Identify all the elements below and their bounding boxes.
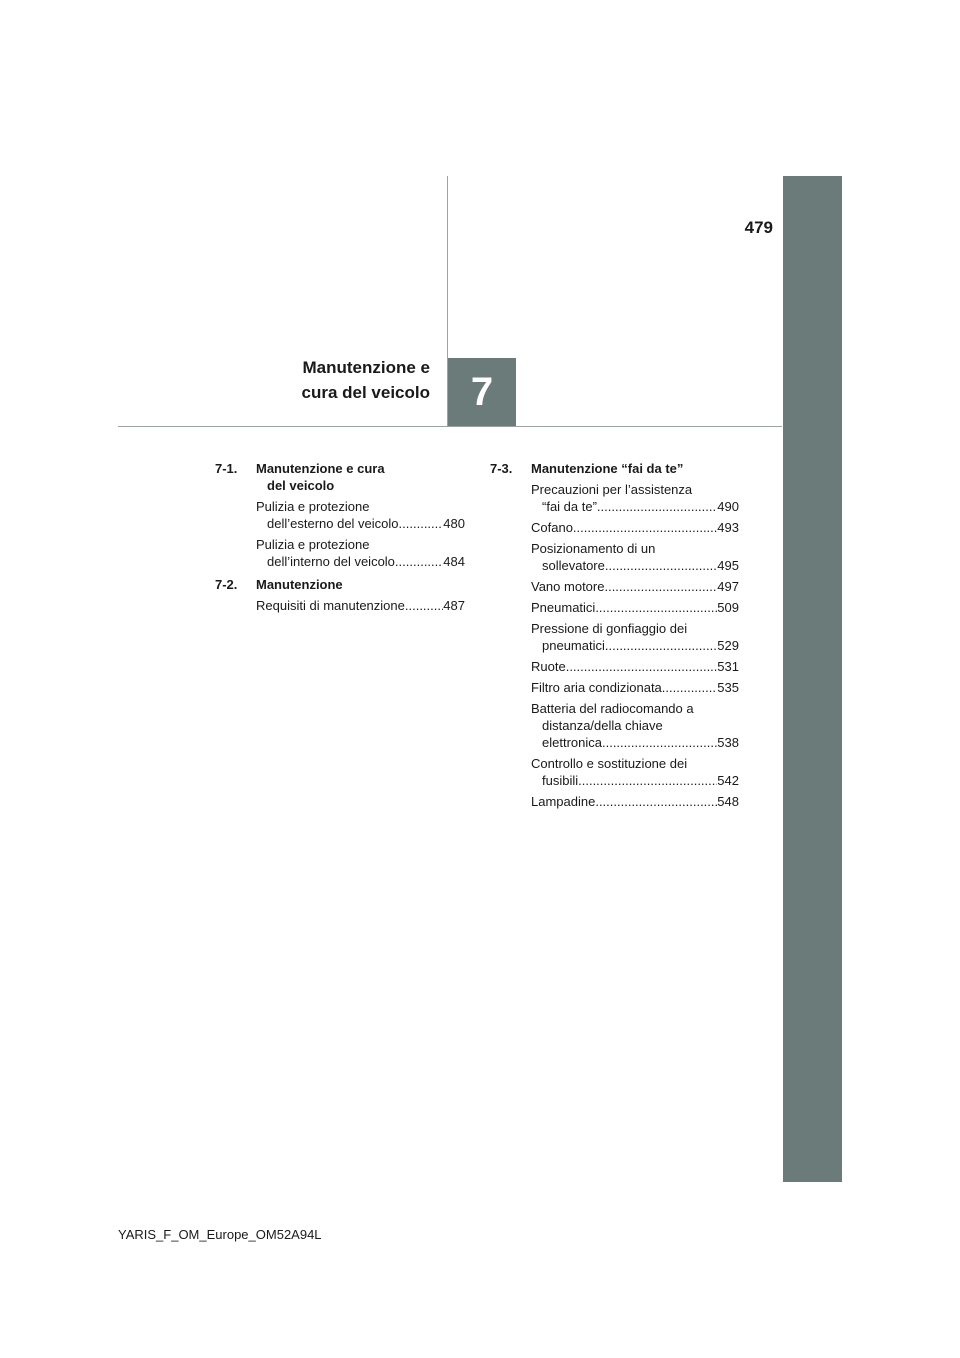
section-title: Manutenzione e cura del veicolo — [256, 461, 385, 493]
toc-page-number: 490 — [717, 499, 739, 514]
toc-entry[interactable]: Filtro aria condizionata ..... 535 — [531, 679, 739, 696]
toc-entry[interactable]: Lampadine ..... 548 — [531, 793, 739, 810]
toc-page-number: 529 — [717, 638, 739, 653]
toc-entry[interactable]: Pulizia e protezione dell’esterno del veicolo ..... 480 — [256, 498, 465, 532]
toc-page-number: 509 — [717, 600, 739, 615]
toc-section-7-3 — [490, 460, 739, 810]
toc-page-number: 497 — [717, 579, 739, 594]
toc-entry[interactable]: Precauzioni per l’assistenza “fai da te” ..... 490 — [531, 481, 739, 515]
toc-page-number: 538 — [717, 735, 739, 750]
section-title: Manutenzione — [256, 577, 343, 592]
chapter-title — [302, 355, 431, 405]
toc-entry[interactable]: Ruote ..... 531 — [531, 658, 739, 675]
toc-right-column — [490, 460, 739, 816]
toc-entry[interactable]: Pneumatici ..... 509 — [531, 599, 739, 616]
toc-entry[interactable]: Posizionamento di un sollevatore ..... 495 — [531, 540, 739, 574]
toc-entries — [531, 481, 739, 810]
page-number: 479 — [744, 218, 773, 237]
section-title: Manutenzione “fai da te” — [531, 461, 684, 476]
chapter-title-line1: Manutenzione e — [302, 358, 430, 377]
toc-page-number: 480 — [443, 516, 465, 531]
chapter-number-box — [448, 358, 516, 426]
chapter-side-tab — [783, 176, 842, 1182]
toc-page-number: 487 — [443, 598, 465, 613]
toc-entry[interactable]: Pulizia e protezione dell’interno del veicolo ..... 484 — [256, 536, 465, 570]
chapter-title-line2: cura del veicolo — [301, 383, 430, 402]
toc-page-number: 542 — [717, 773, 739, 788]
chapter-number: 7 — [470, 369, 494, 414]
toc-page-number: 531 — [717, 659, 739, 674]
toc-entry[interactable]: Pressione di gonfiaggio dei pneumatici ..... 529 — [531, 620, 739, 654]
toc-left-column — [215, 460, 465, 620]
toc-entry[interactable]: Controllo e sostituzione dei fusibili ..... 542 — [531, 755, 739, 789]
section-number: 7-2. — [215, 577, 238, 592]
toc-page-number: 493 — [717, 520, 739, 535]
document-footer: YARIS_F_OM_Europe_OM52A94L — [118, 1227, 322, 1242]
horizontal-rule — [118, 426, 782, 427]
toc-entry[interactable]: Cofano ..... 493 — [531, 519, 739, 536]
toc-section-7-1 — [215, 460, 465, 570]
toc-page-number: 548 — [717, 794, 739, 809]
toc-entry[interactable]: Batteria del radiocomando a distanza/della chiave elettronica ..... 538 — [531, 700, 739, 751]
toc-section-7-2 — [215, 576, 465, 614]
toc-page-number: 484 — [443, 554, 465, 569]
toc-entry[interactable]: Vano motore ..... 497 — [531, 578, 739, 595]
toc-page-number: 495 — [717, 558, 739, 573]
toc-entry[interactable]: Requisiti di manutenzione ..... 487 — [256, 597, 465, 614]
section-number: 7-3. — [490, 461, 513, 476]
toc-page-number: 535 — [717, 680, 739, 695]
section-number: 7-1. — [215, 461, 238, 476]
